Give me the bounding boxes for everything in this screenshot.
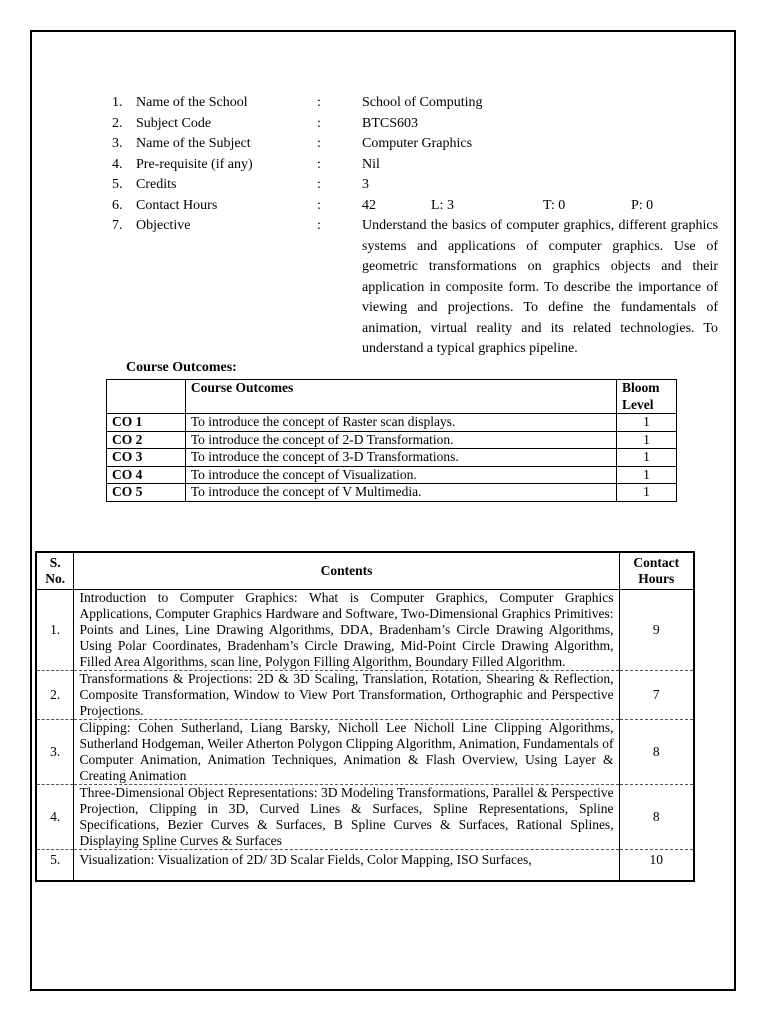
lecture-hours: L: 3 [431,197,454,213]
info-separator: : [317,115,321,131]
co-bloom-level: 1 [617,449,677,467]
contents-header-contents: Contents [74,552,619,590]
info-value: School of Computing [362,95,483,110]
tutorial-hours: T: 0 [543,197,566,213]
table-row [36,590,694,671]
table-row [36,671,694,720]
info-row-subject-name [112,134,722,155]
co-id: CO 4 [107,466,186,484]
co-text: To introduce the concept of Visualization. [185,466,616,484]
info-separator: : [317,177,321,192]
info-label: Objective [136,218,191,233]
contents-header-row [36,552,694,590]
info-separator: : [317,136,321,151]
info-row-objective [112,216,722,360]
unit-hours: 9 [619,590,694,671]
info-number: 2. [112,115,123,131]
info-number: 5. [112,177,123,192]
info-label: Contact Hours [136,197,218,213]
unit-number: 4. [36,785,74,850]
table-row [107,466,677,484]
info-label: Credits [136,177,177,192]
course-outcomes-heading: Course Outcomes: [126,360,237,375]
table-row [36,720,694,785]
co-bloom-level: 1 [617,431,677,449]
unit-number: 5. [36,850,74,882]
info-row-credits [112,175,722,196]
contents-header-hours: Contact Hours [619,552,694,590]
info-value: Nil [362,156,380,172]
table-row [36,850,694,882]
info-separator: : [317,95,321,110]
info-number: 1. [112,95,123,110]
co-header-row [107,380,677,414]
co-text: To introduce the concept of 3-D Transformations. [185,449,616,467]
co-header-outcome: Course Outcomes [185,380,616,414]
unit-hours: 10 [619,850,694,882]
info-number: 3. [112,136,123,151]
info-separator: : [317,156,321,172]
table-row [107,449,677,467]
co-id: CO 1 [107,414,186,432]
unit-contents: Introduction to Computer Graphics: What is Computer Graphics, Computer Graphics Applications, Computer Graphics Hardware and Software, Two-Dimensional Graphics Primitives: Points and Lines, Line Drawing Algorithms, DDA, Bradenham’s Circle Drawing Algorithms, Using Polar Coordinates, Bradenham’s Circle Drawing, Mid-Point Circle Drawing Algorithm, Filled Area Algorithms, scan line, Polygon Filling Algorithm, Boundary Filled Algorithm. [74,590,619,671]
info-row-school [112,93,722,114]
unit-contents: Clipping: Cohen Sutherland, Liang Barsky, Nicholl Lee Nicholl Line Clipping Algorithms, Sutherland Hodgeman, Weiler Atherton Polygon Clipping Algorithm, Animation, Fundamentals of Computer Animation, Animation Techniques, Animation & Flash Overview, Using Layer & Creating Animation [74,720,619,785]
info-row-prerequisite [112,155,722,176]
co-header-bloom: Bloom Level [617,380,677,414]
co-text: To introduce the concept of Raster scan displays. [185,414,616,432]
course-outcomes-table [106,379,677,502]
table-row [36,785,694,850]
co-id: CO 3 [107,449,186,467]
co-text: To introduce the concept of 2-D Transformation. [185,431,616,449]
info-number: 6. [112,197,123,213]
contact-hours-total: 42 [362,197,376,213]
unit-hours: 7 [619,671,694,720]
co-id: CO 5 [107,484,186,502]
co-bloom-level: 1 [617,484,677,502]
unit-number: 3. [36,720,74,785]
contact-hours-breakdown [362,196,718,217]
table-row [107,484,677,502]
info-row-subject-code [112,114,722,135]
info-label: Name of the School [136,95,248,110]
contents-table [35,551,695,882]
unit-hours: 8 [619,720,694,785]
unit-hours: 8 [619,785,694,850]
table-row [107,414,677,432]
co-header-blank [107,380,186,414]
co-bloom-level: 1 [617,414,677,432]
info-value: 3 [362,177,369,192]
subject-info-list [112,93,722,360]
unit-number: 2. [36,671,74,720]
co-bloom-level: 1 [617,466,677,484]
objective-text: Understand the basics of computer graphics, different graphics systems and applications of computer graphics. Use of geometric transformations on graphics objects and their application in composite form. To describe the importance of viewing and projections. To define the fundamentals of animation, virtual reality and its related technologies. To understand a typical graphics pipeline. [362,218,718,356]
info-separator: : [317,197,321,213]
contents-header-sno: S. No. [36,552,74,590]
info-row-contact-hours [112,196,722,217]
info-separator: : [317,218,321,233]
unit-contents: Three-Dimensional Object Representations: 3D Modeling Transformations, Parallel & Perspective Projection, Clipping in 3D, Curved Lines & Surfaces, Spline Representations, Spline Specifications, Bezier Curves & Surfaces, B Spline Curves & Surfaces, Rational Splines, Displaying Spline Curves & Surfaces [74,785,619,850]
info-number: 4. [112,156,123,172]
unit-number: 1. [36,590,74,671]
unit-contents: Transformations & Projections: 2D & 3D Scaling, Translation, Rotation, Shearing & Reflection, Composite Transformation, Window to View Port Transformation, Orthographic and Perspective Projections. [74,671,619,720]
info-value: BTCS603 [362,115,419,131]
table-row [107,431,677,449]
info-label: Name of the Subject [136,136,251,151]
co-text: To introduce the concept of V Multimedia. [185,484,616,502]
info-label: Pre-requisite (if any) [136,156,253,172]
co-id: CO 2 [107,431,186,449]
unit-contents: Visualization: Visualization of 2D/ 3D Scalar Fields, Color Mapping, ISO Surfaces, [74,850,619,882]
practical-hours: P: 0 [631,197,654,213]
info-number: 7. [112,218,123,233]
info-value: Computer Graphics [362,136,473,151]
info-label: Subject Code [136,115,212,131]
